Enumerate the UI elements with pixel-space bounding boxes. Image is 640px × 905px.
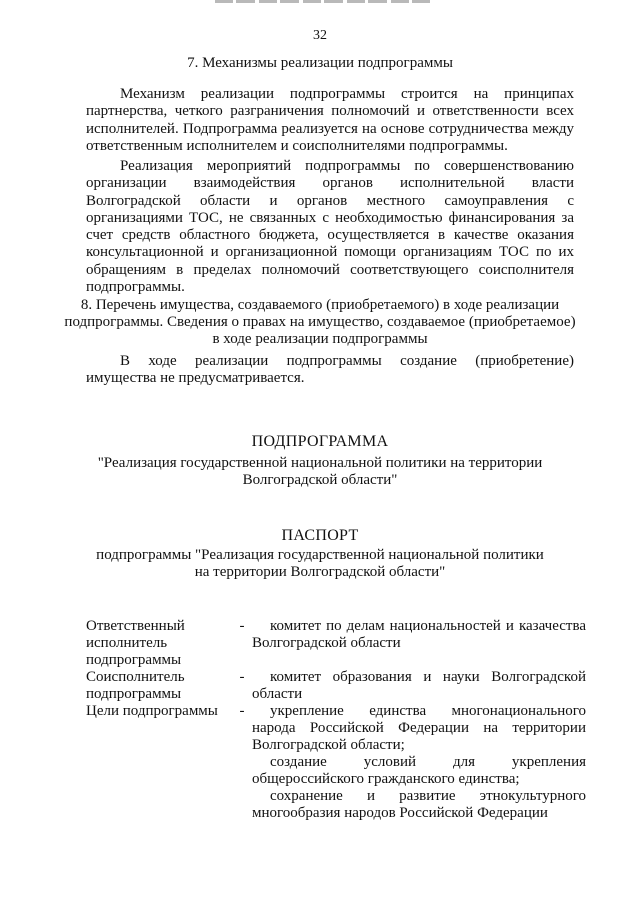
section-7-paragraph-2: Реализация мероприятий подпрограммы по совершенствованию организации взаимодействия органов исполнительной власти Волгоградской области и органов местного самоуправления с организациями ТОС, не связанных с необходимостью финансирования за счет средств областного бюджета, осуществляется в качестве оказания консультационной и организационной помощи организациям ТОС по их обращениям в пределах полномочий соответствующего соисполнителя подпрограммы.	[86, 158, 574, 296]
passport-row-value	[252, 703, 586, 822]
passport-value-line: сохранение и развитие этнокультурного многообразия народов Российской Федерации	[252, 788, 586, 821]
passport-value-line: комитет образования и науки Волгоградской области	[252, 669, 586, 702]
passport-value-line: комитет по делам национальностей и казачества Волгоградской области	[252, 618, 586, 651]
section-7-heading: 7. Механизмы реализации подпрограммы	[187, 55, 453, 71]
section-8-paragraph: В ходе реализации подпрограммы создание (приобретение) имущества не предусматривается.	[86, 353, 574, 387]
passport-row	[86, 669, 586, 703]
passport-title: ПАСПОРТ	[281, 527, 359, 544]
section-7-paragraph-1: Механизм реализации подпрограммы строится на принципах партнерства, четкого разграничения полномочий и ответственности всех исполнителей. Подпрограмма реализуется на основе сотрудничества между ответственным исполнителем и соисполнителями подпрограммы.	[86, 86, 574, 154]
passport-row	[86, 618, 586, 669]
passport-row-label: Цели подпрограммы	[86, 703, 218, 719]
passport-row-value	[252, 618, 586, 669]
passport-row-dash: -	[239, 703, 245, 719]
subprogram-name-line-2: Волгоградской области"	[242, 472, 398, 488]
passport-row-dash: -	[239, 669, 245, 685]
passport-value-line: создание условий для укрепления общероссийского гражданского единства;	[252, 754, 586, 787]
passport-row-label: Соисполнитель подпрограммы	[86, 669, 185, 702]
passport-row	[86, 703, 586, 822]
subprogram-name	[0, 455, 640, 489]
section-8-heading-line-2: подпрограммы. Сведения о правах на имущество, создаваемое (приобретаемое)	[64, 314, 576, 330]
passport-table	[86, 618, 586, 822]
passport-row-label: Ответственный исполнитель подпрограммы	[86, 618, 185, 668]
passport-row-dash: -	[239, 618, 245, 634]
passport-row-value	[252, 669, 586, 703]
section-8-heading-line-3: в ходе реализации подпрограммы	[212, 331, 428, 347]
passport-subtitle-line-2: на территории Волгоградской области"	[194, 564, 446, 580]
passport-value-line: укрепление единства многонационального народа Российской Федерации на территории Волгоградской области;	[252, 703, 586, 753]
subprogram-title: ПОДПРОГРАММА	[251, 433, 389, 450]
page-number: 32	[313, 28, 327, 43]
scan-artifact-strip	[215, 0, 430, 3]
section-8-heading-line-1: 8. Перечень имущества, создаваемого (приобретаемого) в ходе реализации	[80, 297, 560, 313]
section-8-heading	[0, 297, 640, 348]
passport-subtitle	[0, 547, 640, 581]
passport-subtitle-line-1: подпрограммы "Реализация государственной национальной политики	[96, 547, 544, 563]
subprogram-name-line-1: "Реализация государственной национальной политики на территории	[97, 455, 543, 471]
